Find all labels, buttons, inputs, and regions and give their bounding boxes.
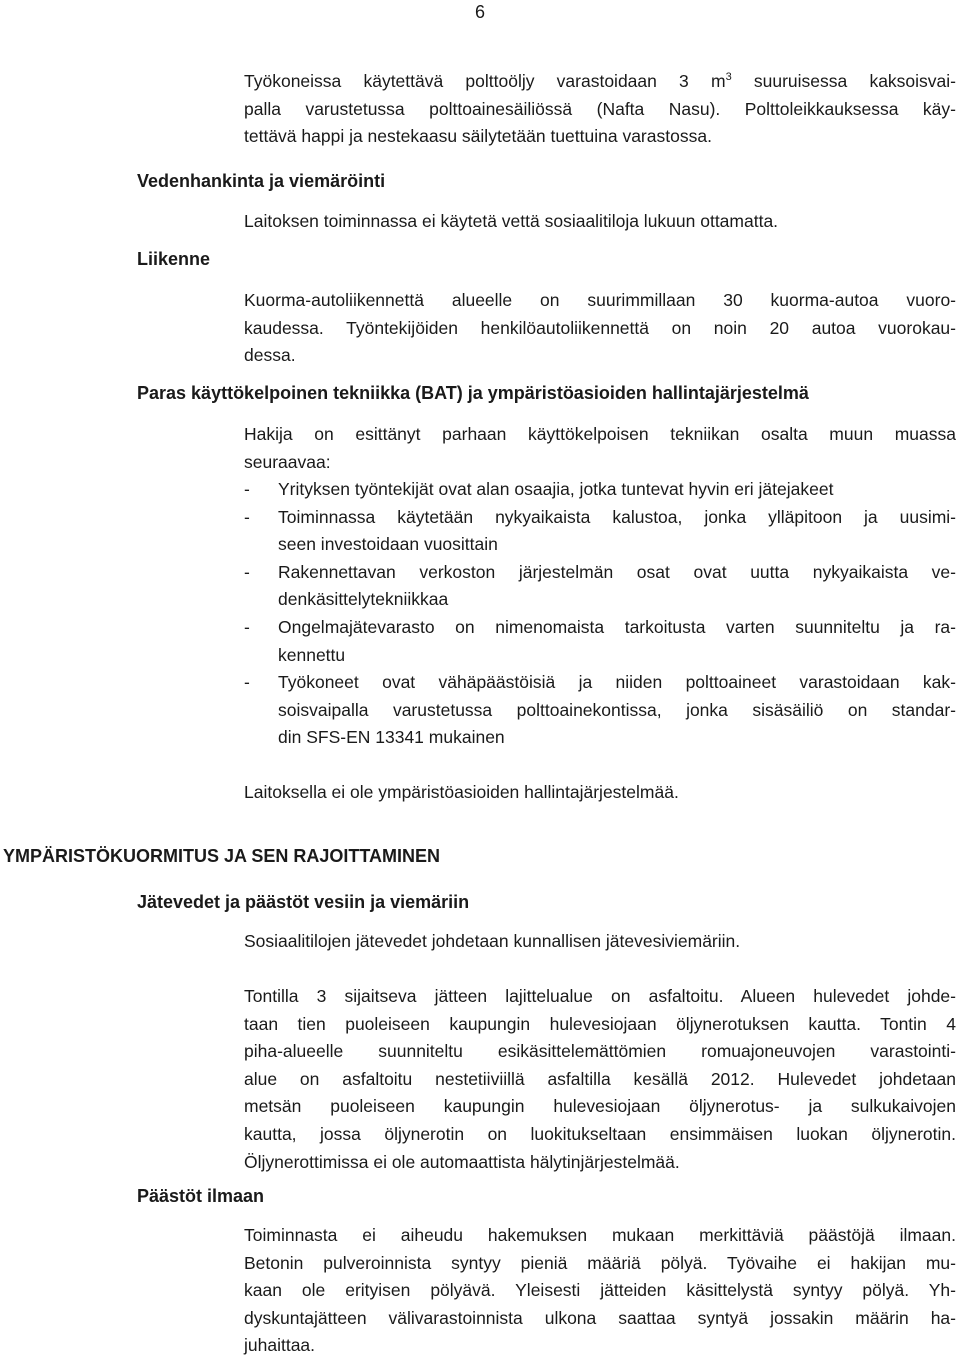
fuel-line-1: Työkoneissa käytettävä polttoöljy varastoidaan 3 $m^3$ suuruisessa kaksoisvai- bbox=[244, 71, 956, 91]
dash-bullet: - bbox=[244, 616, 250, 637]
wastewater-line: alue on asfaltoitu nestetiiviillä asfaltilla kesällä 2012. Hulevedet johdetaan bbox=[244, 1068, 956, 1089]
list-item bbox=[244, 504, 956, 559]
list-item-line: kennettu bbox=[278, 644, 346, 665]
dash-bullet: - bbox=[244, 479, 250, 499]
air-line: dyskuntajätteen välivarastoinnista ulkona saattaa syntyä jossakin määrin ha- bbox=[244, 1307, 956, 1328]
wastewater-line: Öljynerottimissa ei ole automaattista hälytinjärjestelmää. bbox=[244, 1151, 680, 1172]
superscript-3: 3 bbox=[725, 71, 732, 83]
wastewater-line: piha-alueelle suunniteltu esikäsittelemättömien romuajoneuvojen varastointi- bbox=[244, 1041, 956, 1062]
wastewater-line: taan tien puoleiseen kaupungin hulevesiojaan öljynerotuksen kautta. Tontin 4 bbox=[244, 1013, 956, 1034]
list-item-line: soisvaipalla varustetussa polttoainekontissa, jonka sisäsäiliö on standar- bbox=[278, 699, 956, 720]
list-item-line: Ongelmajätevarasto on nimenomaista tarkoitusta varten suunniteltu ja ra- bbox=[278, 616, 956, 637]
air-emissions-paragraph bbox=[244, 1222, 956, 1360]
list-item-line: seen investoidaan vuosittain bbox=[278, 534, 498, 555]
bat-intro bbox=[244, 421, 956, 476]
bat-intro-line-1: Hakija on esittänyt parhaan käyttökelpoisen tekniikan osalta muun muassa bbox=[244, 424, 956, 444]
air-line: Toiminnasta ei aiheudu hakemuksen mukaan merkittäviä päästöjä ilmaan. bbox=[244, 1225, 956, 1245]
bat-intro-line-2: seuraavaa: bbox=[244, 451, 331, 472]
list-item-line: Työkoneet ovat vähäpäästöisiä ja niiden polttoaineet varastoidaan kak- bbox=[278, 672, 956, 693]
traffic-line-1: Kuorma-autoliikennettä alueelle on suurimmillaan 30 kuorma-autoa vuoro- bbox=[244, 290, 956, 310]
air-line: kaan ole erityisen pölyävä. Yleisesti jätteiden käsittelystä syntyy pölyä. Yh- bbox=[244, 1280, 956, 1301]
page-number: 6 bbox=[475, 2, 486, 22]
wastewater-line: metsän puoleiseen kaupungin hulevesiojaan öljynerotus- ja sulkukaivojen bbox=[244, 1096, 956, 1117]
bat-list bbox=[244, 476, 956, 752]
air-line: Betonin pulveroinnista syntyy pieniä määriä pölyä. Työvaihe ei hakijan mu- bbox=[244, 1252, 956, 1273]
traffic-line-2: kaudessa. Työntekijöiden henkilöautoliikennettä on noin 20 autoa vuorokau- bbox=[244, 317, 956, 338]
list-item-line: Toiminnassa käytetään nykyaikaista kalustoa, jonka ylläpitoon ja uusimi- bbox=[278, 506, 956, 527]
list-item-line: Yrityksen työntekijät ovat alan osaajia, jotka tuntevat hyvin eri jätejakeet bbox=[278, 479, 834, 499]
water-supply-heading: Vedenhankinta ja viemäröinti bbox=[137, 171, 386, 191]
wastewater-paragraph-2 bbox=[244, 983, 956, 1176]
bat-closing bbox=[244, 779, 956, 807]
bat-heading: Paras käyttökelpoinen tekniikka (BAT) ja ympäristöasioiden hallintajärjestelmä bbox=[137, 383, 809, 403]
list-item bbox=[244, 614, 956, 669]
wastewater-heading: Jätevedet ja päästöt vesiin ja viemäriin bbox=[137, 892, 470, 912]
traffic-paragraph bbox=[244, 287, 956, 370]
wastewater-line: Sosiaalitilojen jätevedet johdetaan kunnallisen jätevesiviemäriin. bbox=[244, 931, 741, 951]
dash-bullet: - bbox=[244, 672, 250, 693]
list-item bbox=[244, 559, 956, 614]
water-line: Laitoksen toiminnassa ei käytetä vettä sosiaalitiloja lukuun ottamatta. bbox=[244, 211, 779, 231]
list-item-line: denkäsittelytekniikkaa bbox=[278, 589, 449, 610]
list-item-line: din SFS-EN 13341 mukainen bbox=[278, 727, 505, 748]
air-line: juhaittaa. bbox=[244, 1335, 316, 1356]
list-item-line: Rakennettavan verkoston järjestelmän osat ovat uutta nykyaikaista ve- bbox=[278, 561, 956, 582]
dash-bullet: - bbox=[244, 506, 250, 527]
traffic-line-3: dessa. bbox=[244, 345, 296, 366]
air-emissions-heading: Päästöt ilmaan bbox=[137, 1186, 265, 1206]
fuel-line-3: tettävä happi ja nestekaasu säilytetään tuettuina varastossa. bbox=[244, 126, 712, 147]
fuel-line-2: palla varustetussa polttoainesäiliössä (Nafta Nasu). Polttoleikkauksessa käy- bbox=[244, 98, 956, 119]
dash-bullet: - bbox=[244, 561, 250, 582]
traffic-heading: Liikenne bbox=[137, 249, 211, 269]
fuel-storage-paragraph bbox=[244, 68, 956, 151]
wastewater-line: kautta, jossa öljynerotin on luokitukseltaan ensimmäisen luokan öljynerotin. bbox=[244, 1123, 956, 1144]
wastewater-paragraph-1 bbox=[244, 928, 956, 956]
water-supply-text bbox=[244, 208, 956, 236]
wastewater-line: Tontilla 3 sijaitseva jätteen lajittelualue on asfaltoitu. Alueen hulevedet johde- bbox=[244, 986, 956, 1006]
list-item bbox=[244, 476, 956, 504]
section-title: YMPÄRISTÖKUORMITUS JA SEN RAJOITTAMINEN bbox=[3, 846, 441, 866]
list-item bbox=[244, 669, 956, 752]
bat-closing-line: Laitoksella ei ole ympäristöasioiden hallintajärjestelmää. bbox=[244, 782, 679, 802]
